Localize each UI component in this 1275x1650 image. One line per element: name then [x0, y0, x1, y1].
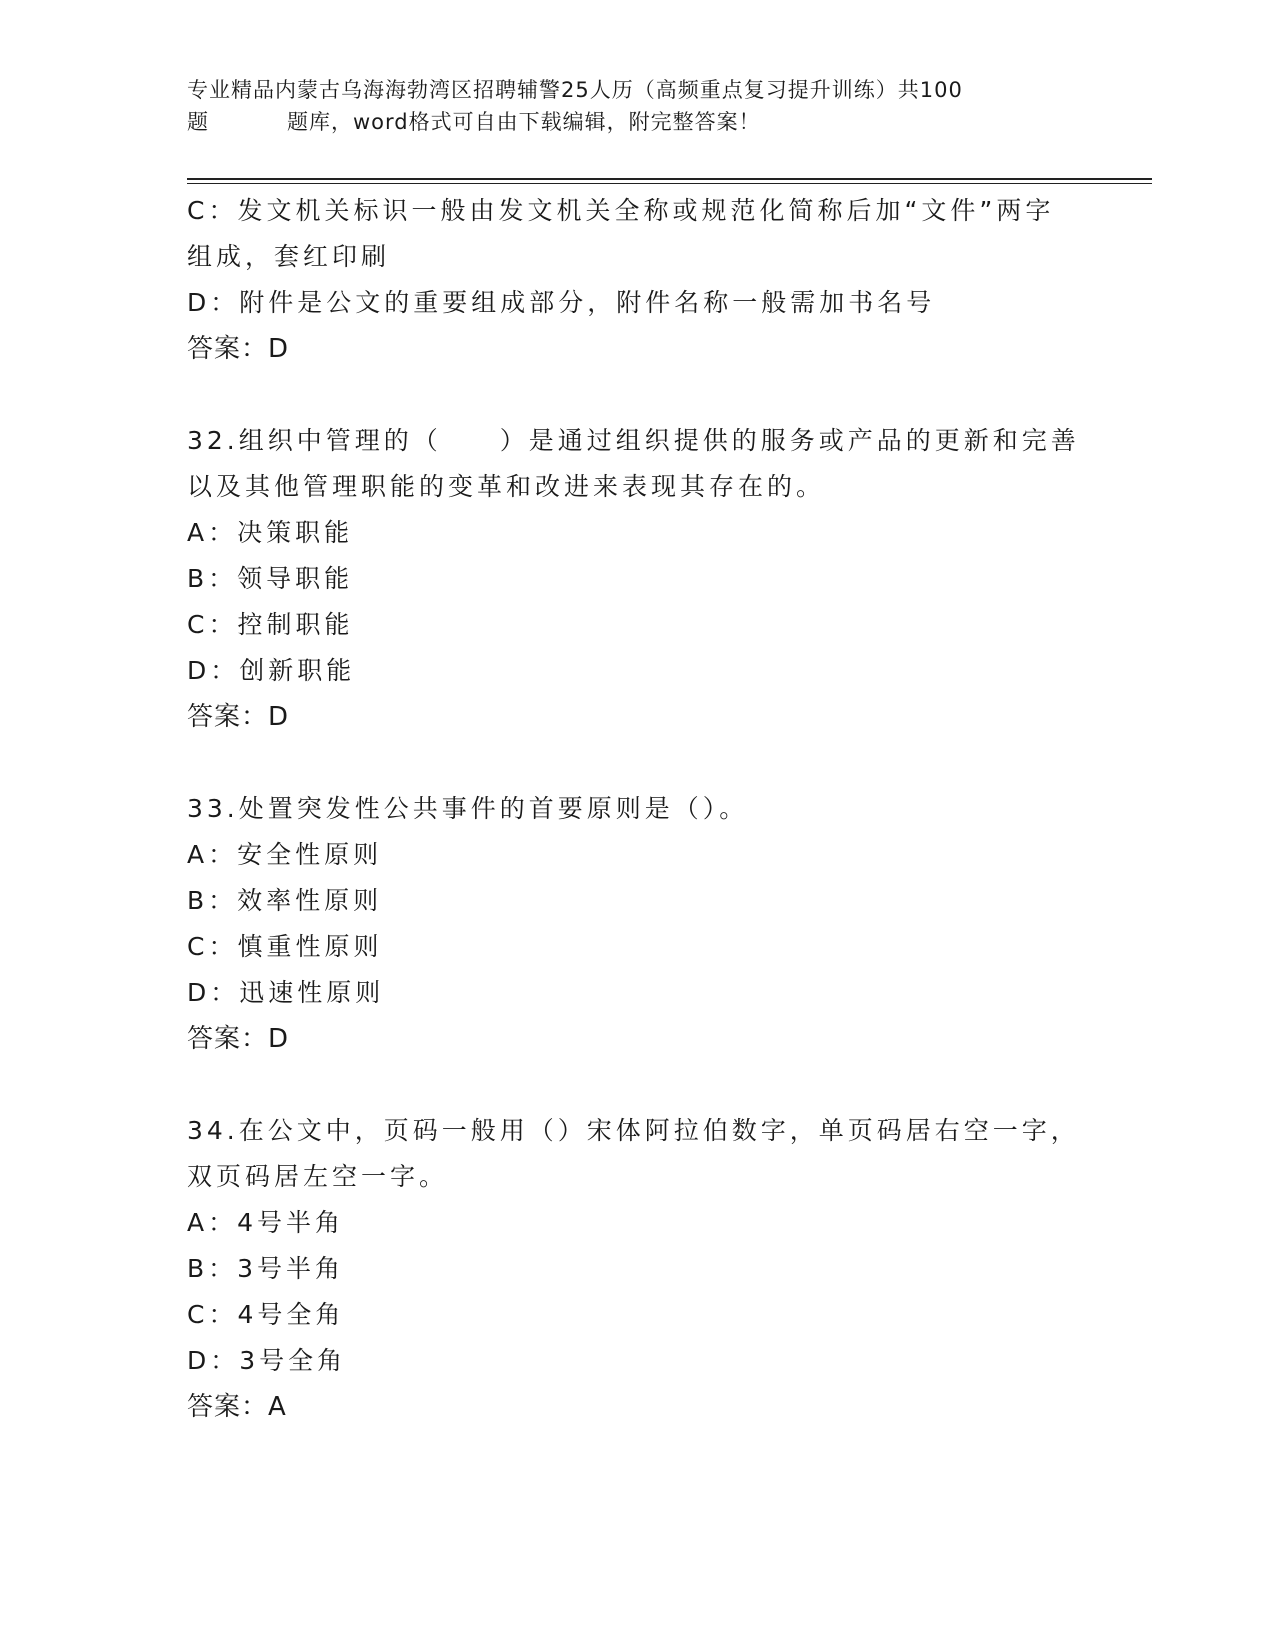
header-line-2-part-a: 题: [187, 110, 209, 134]
continuation-line: 组成，套红印刷: [187, 242, 391, 271]
option-b: B：效率性原则: [187, 886, 383, 915]
question-32: [187, 418, 1087, 740]
header-gap: [209, 106, 287, 138]
document-body: [187, 188, 1087, 1430]
option-b: B：3号半角: [187, 1254, 345, 1283]
option-a: A：安全性原则: [187, 840, 383, 869]
question-stem: 34.在公文中，页码一般用（）宋体阿拉伯数字，单页码居右空一字，: [187, 1116, 1080, 1145]
answer-text: 答案：D: [187, 334, 290, 364]
header-rule-thin: [187, 183, 1152, 184]
question-stem: 32.组织中管理的（ ）是通过组织提供的服务或产品的更新和完善: [187, 426, 1080, 455]
option-b: B：领导职能: [187, 564, 354, 593]
option-d: D：迅速性原则: [187, 978, 385, 1007]
answer-text: 答案：D: [187, 1024, 290, 1054]
answer-text: 答案：A: [187, 1392, 287, 1422]
header-line-2-part-b: 题库，word格式可自由下载编辑，附完整答案！: [287, 110, 761, 134]
option-c: C：控制职能: [187, 610, 354, 639]
document-header: [187, 74, 1107, 138]
option-c: C：慎重性原则: [187, 932, 383, 961]
header-line-2: [187, 106, 1107, 138]
question-34: [187, 1108, 1087, 1430]
question-33: [187, 786, 1087, 1062]
question-stem: 33.处置突发性公共事件的首要原则是（）。: [187, 794, 749, 823]
continuation-line: C：发文机关标识一般由发文机关全称或规范化简称后加“文件”两字: [187, 196, 1055, 225]
question-stem: 以及其他管理职能的变革和改进来表现其存在的。: [187, 472, 826, 501]
header-rule-thick: [187, 178, 1152, 180]
option-c: C：4号全角: [187, 1300, 345, 1329]
header-line-1: 专业精品内蒙古乌海海勃湾区招聘辅警25人历（高频重点复习提升训练）共100: [187, 78, 963, 102]
question-stem: 双页码居左空一字。: [187, 1162, 449, 1191]
continuation-line: D：附件是公文的重要组成部分，附件名称一般需加书名号: [187, 288, 936, 317]
answer-text: 答案：D: [187, 702, 290, 732]
option-d: D：创新职能: [187, 656, 356, 685]
option-a: A：决策职能: [187, 518, 354, 547]
option-d: D：3号全角: [187, 1346, 347, 1375]
option-a: A：4号半角: [187, 1208, 345, 1237]
continuation-block: [187, 188, 1087, 372]
